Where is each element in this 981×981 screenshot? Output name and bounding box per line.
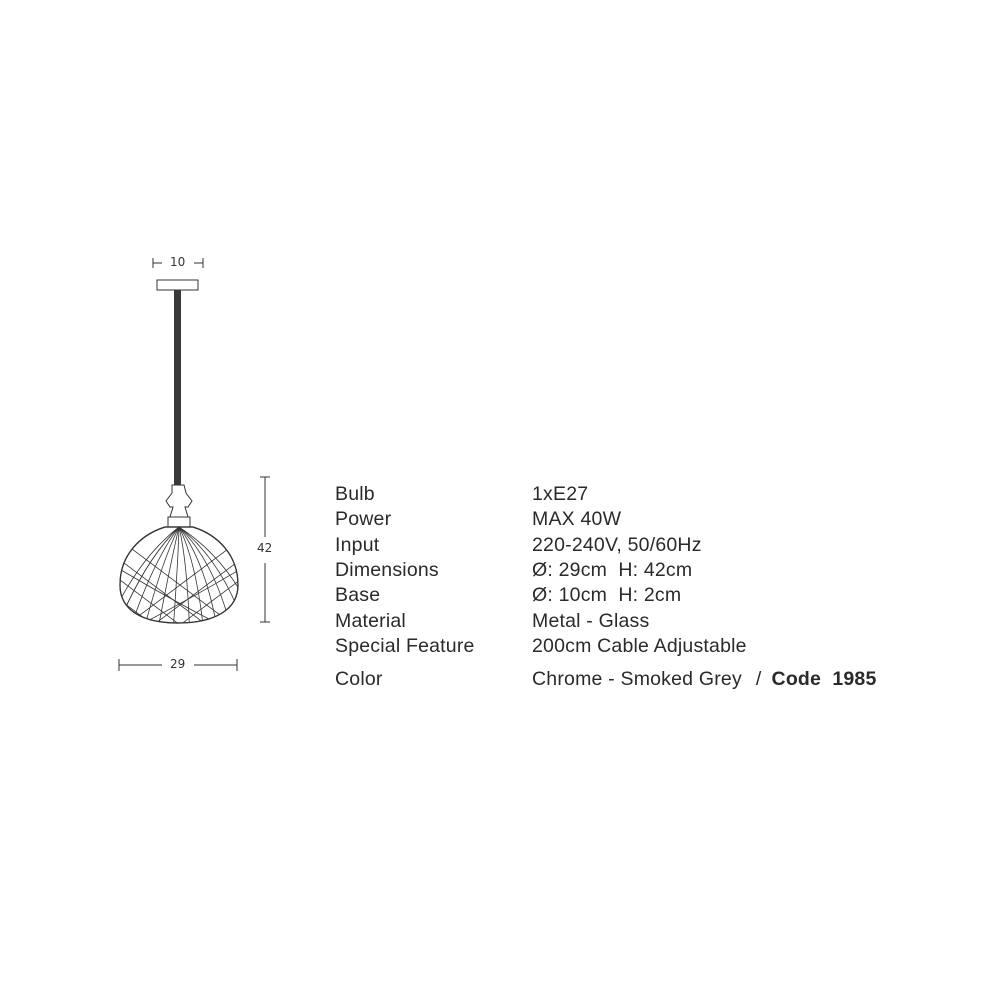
spec-label: Bulb	[335, 483, 375, 506]
spec-row-special-feature	[335, 634, 877, 659]
spec-label: Base	[335, 584, 381, 607]
spec-label: Color	[335, 668, 383, 691]
spec-value: 1xE27	[532, 483, 589, 506]
spec-row-input	[335, 533, 877, 558]
spec-table	[335, 482, 877, 692]
glass-shade	[100, 525, 280, 685]
spec-row-bulb	[335, 482, 877, 507]
lamp-technical-drawing	[100, 245, 300, 685]
spec-value: Metal - Glass	[532, 609, 650, 632]
spec-value: MAX 40W	[532, 508, 622, 531]
diameter-label: 29	[167, 657, 188, 671]
ceiling-canopy	[157, 280, 198, 290]
spec-label: Special Feature	[335, 634, 475, 657]
lamp-socket	[166, 485, 192, 527]
spec-label: Power	[335, 508, 392, 531]
spec-row-color	[335, 667, 877, 692]
spec-value: 200cm Cable Adjustable	[532, 634, 747, 657]
spec-value: Ø: 29cm H: 42cm	[532, 559, 693, 582]
spec-value: Ø: 10cm H: 2cm	[532, 584, 682, 607]
height-label: 42	[254, 541, 275, 555]
spec-label: Material	[335, 609, 406, 632]
spec-row-dimensions	[335, 558, 877, 583]
spec-label: Dimensions	[335, 559, 439, 582]
base-width-label: 10	[167, 255, 188, 269]
lamp-drawing-svg	[100, 245, 300, 685]
spec-value: 220-240V, 50/60Hz	[532, 533, 702, 556]
color-value: Chrome - Smoked Grey	[532, 668, 742, 691]
cable	[174, 290, 181, 485]
product-code: Code 1985	[771, 668, 877, 691]
spec-row-base	[335, 583, 877, 608]
spec-row-power	[335, 507, 877, 532]
spec-label: Input	[335, 533, 380, 556]
spec-value	[532, 668, 877, 691]
spec-row-material	[335, 608, 877, 633]
color-separator: /	[755, 668, 762, 691]
